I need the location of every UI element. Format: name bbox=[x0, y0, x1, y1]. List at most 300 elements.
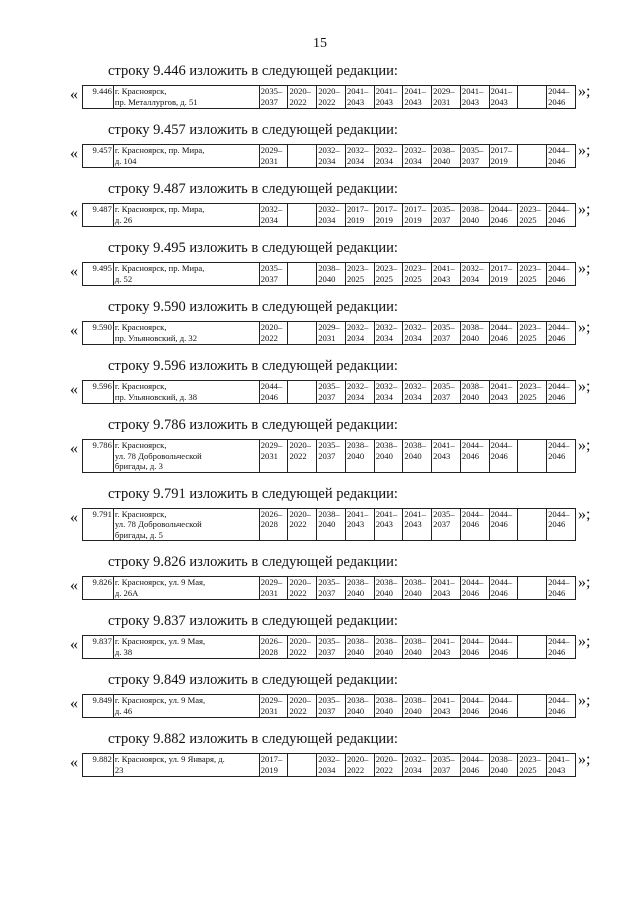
year-range-cell bbox=[288, 381, 317, 404]
year-start: 2020– bbox=[318, 86, 340, 96]
year-range-cell bbox=[489, 636, 518, 659]
year-end: 2040 bbox=[404, 450, 422, 461]
year-start: 2020– bbox=[289, 440, 311, 450]
year-end: 2046 bbox=[548, 273, 566, 284]
year-end: 2034 bbox=[404, 332, 422, 343]
year-end: 2034 bbox=[404, 391, 422, 402]
year-end: 2034 bbox=[404, 155, 422, 166]
year-end: 2019 bbox=[375, 214, 393, 225]
table-row-wrapper bbox=[0, 262, 640, 286]
year-start: 2041– bbox=[490, 86, 513, 96]
year-range-cell bbox=[374, 695, 403, 718]
amendment-entry bbox=[0, 414, 640, 473]
year-range-cell bbox=[403, 754, 432, 777]
year-end: 2025 bbox=[404, 273, 422, 284]
year-start: 2035– bbox=[260, 86, 283, 96]
year-end: 2046 bbox=[461, 764, 480, 775]
amendment-heading: строку 9.837 изложить в следующей редакции: bbox=[108, 613, 398, 629]
year-end: 2046 bbox=[490, 450, 508, 461]
year-end: 2046 bbox=[461, 450, 480, 461]
year-range-cell bbox=[288, 508, 317, 541]
year-range-cell bbox=[547, 204, 576, 227]
year-range-cell bbox=[518, 440, 547, 473]
year-end: 2034 bbox=[346, 332, 365, 343]
year-start: 2026– bbox=[260, 508, 283, 519]
year-range-cell bbox=[317, 145, 346, 168]
year-start: 2038– bbox=[461, 381, 484, 391]
year-start: 2044– bbox=[490, 508, 513, 519]
year-range-cell bbox=[547, 695, 576, 718]
address-cell bbox=[113, 322, 259, 345]
year-end: 2022 bbox=[346, 764, 365, 775]
year-range-cell bbox=[288, 695, 317, 718]
year-range-cell bbox=[489, 263, 518, 286]
year-range-cell bbox=[317, 440, 346, 473]
address-line: бригады, д. 5 bbox=[114, 529, 163, 540]
year-start: 2032– bbox=[404, 145, 426, 155]
year-end: 2034 bbox=[318, 214, 336, 225]
year-range-cell bbox=[403, 695, 432, 718]
year-end: 2028 bbox=[260, 646, 278, 657]
year-range-cell bbox=[288, 636, 317, 659]
row-number-cell: 9.849 bbox=[83, 695, 114, 718]
year-end: 2025 bbox=[519, 214, 537, 225]
year-start: 2035– bbox=[318, 440, 340, 450]
year-range-cell bbox=[460, 322, 489, 345]
year-end: 2046 bbox=[461, 646, 480, 657]
quote-close: »; bbox=[578, 142, 591, 159]
year-end: 2046 bbox=[548, 332, 566, 343]
year-start: 2038– bbox=[404, 440, 426, 450]
year-start: 2029– bbox=[260, 440, 283, 450]
year-start: 2041– bbox=[433, 440, 455, 450]
year-start: 2035– bbox=[318, 695, 340, 705]
year-range-cell bbox=[460, 577, 489, 600]
year-end: 2040 bbox=[375, 450, 393, 461]
year-start: 2038– bbox=[490, 754, 513, 764]
year-start: 2041– bbox=[461, 86, 484, 96]
year-start: 2023– bbox=[404, 263, 426, 273]
amendment-entry bbox=[0, 178, 640, 227]
year-start: 2044– bbox=[461, 636, 484, 646]
year-start: 2044– bbox=[490, 577, 513, 587]
year-end: 2025 bbox=[519, 764, 537, 775]
year-start: 2035– bbox=[318, 381, 340, 391]
address-line: бригады, д. 3 bbox=[114, 461, 163, 471]
amendment-heading: строку 9.596 изложить в следующей редакции: bbox=[108, 358, 398, 374]
year-range-cell bbox=[345, 440, 374, 473]
year-range-cell bbox=[345, 577, 374, 600]
year-range-cell bbox=[489, 695, 518, 718]
year-end: 2022 bbox=[289, 587, 307, 598]
year-range-cell bbox=[489, 322, 518, 345]
year-start: 2020– bbox=[289, 508, 311, 519]
year-end: 2046 bbox=[461, 519, 480, 529]
year-end: 2043 bbox=[490, 391, 508, 402]
year-end: 2043 bbox=[404, 519, 422, 529]
year-range-cell bbox=[432, 381, 461, 404]
year-start: 2044– bbox=[548, 322, 570, 332]
year-range-cell bbox=[317, 636, 346, 659]
year-start: 2023– bbox=[519, 322, 541, 332]
quote-close: »; bbox=[578, 505, 591, 523]
year-start: 2020– bbox=[289, 636, 311, 646]
year-range-cell bbox=[345, 145, 374, 168]
year-end: 2031 bbox=[260, 587, 278, 598]
year-end: 2022 bbox=[375, 764, 393, 775]
year-range-cell bbox=[518, 263, 547, 286]
year-end: 2046 bbox=[548, 705, 566, 716]
year-end: 2046 bbox=[461, 587, 480, 598]
year-end: 2037 bbox=[433, 764, 451, 775]
row-number-cell: 9.590 bbox=[83, 322, 114, 345]
year-range-cell bbox=[317, 381, 346, 404]
year-range-cell bbox=[432, 577, 461, 600]
year-end: 2019 bbox=[404, 214, 422, 225]
year-start: 2020– bbox=[346, 754, 369, 764]
year-end: 2037 bbox=[318, 587, 336, 598]
amendment-entry bbox=[0, 669, 640, 718]
year-end: 2034 bbox=[375, 155, 393, 166]
year-range-cell bbox=[489, 508, 518, 541]
year-end: 2034 bbox=[461, 273, 480, 284]
year-end: 2046 bbox=[461, 705, 480, 716]
year-start: 2035– bbox=[433, 381, 455, 391]
year-range-cell bbox=[460, 381, 489, 404]
year-start: 2044– bbox=[548, 695, 570, 705]
year-end: 2037 bbox=[260, 96, 278, 107]
year-range-cell bbox=[403, 440, 432, 473]
amendment-heading: строку 9.457 изложить в следующей редакции: bbox=[108, 122, 398, 138]
year-start: 2044– bbox=[548, 381, 570, 391]
year-range-cell bbox=[518, 145, 547, 168]
year-end: 2037 bbox=[260, 273, 278, 284]
year-start: 2044– bbox=[490, 204, 513, 214]
year-end: 2040 bbox=[375, 587, 393, 598]
year-start: 2032– bbox=[346, 381, 369, 391]
year-start: 2041– bbox=[548, 754, 570, 764]
year-range-cell bbox=[547, 145, 576, 168]
address-line: г. Красноярск, ул. 9 Мая, bbox=[114, 695, 206, 705]
address-line: г. Красноярск, пр. Мира, bbox=[114, 263, 205, 273]
address-line: г. Красноярск, ул. 9 Января, д. bbox=[114, 754, 225, 764]
year-start: 2038– bbox=[346, 577, 369, 587]
year-end: 2034 bbox=[260, 214, 278, 225]
address-line: г. Красноярск, bbox=[114, 381, 167, 391]
address-cell bbox=[113, 636, 259, 659]
year-start: 2044– bbox=[548, 204, 570, 214]
address-line: пр. Металлургов, д. 51 bbox=[114, 96, 198, 107]
quote-close: »; bbox=[578, 692, 591, 709]
year-end: 2034 bbox=[375, 332, 393, 343]
row-number-cell: 9.837 bbox=[83, 636, 114, 659]
year-range-cell bbox=[489, 754, 518, 777]
year-end: 2040 bbox=[318, 273, 336, 284]
year-start: 2035– bbox=[433, 322, 455, 332]
table-row-wrapper bbox=[0, 694, 640, 718]
amendment-heading: строку 9.791 изложить в следующей редакции: bbox=[108, 485, 398, 502]
year-start: 2044– bbox=[490, 695, 513, 705]
amendment-heading: строку 9.786 изложить в следующей редакции: bbox=[108, 417, 398, 433]
year-end: 2043 bbox=[404, 96, 422, 107]
quote-open: « bbox=[70, 381, 78, 398]
address-line: д. 26А bbox=[114, 587, 139, 598]
year-start: 2032– bbox=[375, 145, 398, 155]
year-start: 2038– bbox=[375, 636, 398, 646]
year-end: 2043 bbox=[548, 764, 566, 775]
year-range-cell bbox=[432, 440, 461, 473]
quote-open: « bbox=[70, 577, 78, 594]
year-start: 2038– bbox=[404, 695, 426, 705]
year-end: 2031 bbox=[433, 96, 451, 107]
year-start: 2029– bbox=[260, 695, 283, 705]
year-end: 2043 bbox=[490, 96, 508, 107]
year-range-cell bbox=[403, 577, 432, 600]
year-start: 2020– bbox=[375, 754, 398, 764]
year-range-cell bbox=[259, 508, 288, 541]
year-end: 2031 bbox=[318, 332, 336, 343]
year-start: 2035– bbox=[433, 754, 455, 764]
quote-close: »; bbox=[578, 201, 591, 218]
address-line: 23 bbox=[114, 764, 124, 775]
quote-open: « bbox=[70, 322, 78, 339]
year-range-cell bbox=[460, 263, 489, 286]
year-range-cell bbox=[460, 695, 489, 718]
year-start: 2023– bbox=[346, 263, 369, 273]
year-range-cell bbox=[547, 636, 576, 659]
year-end: 2040 bbox=[404, 705, 422, 716]
year-start: 2017– bbox=[375, 204, 398, 214]
table-row-wrapper bbox=[0, 380, 640, 404]
year-range-cell bbox=[489, 204, 518, 227]
year-start: 2032– bbox=[404, 322, 426, 332]
year-start: 2038– bbox=[318, 263, 340, 273]
address-line: г. Красноярск, ул. 9 Мая, bbox=[114, 577, 206, 587]
year-start: 2023– bbox=[519, 381, 541, 391]
year-end: 2022 bbox=[289, 646, 307, 657]
address-line: г. Красноярск, bbox=[114, 86, 167, 96]
year-range-cell bbox=[259, 440, 288, 473]
year-start: 2041– bbox=[433, 263, 455, 273]
year-start: 2038– bbox=[375, 695, 398, 705]
amendment-heading: строку 9.495 изложить в следующей редакции: bbox=[108, 240, 398, 256]
year-range-cell bbox=[259, 381, 288, 404]
year-end: 2037 bbox=[433, 519, 451, 529]
year-start: 2044– bbox=[461, 695, 484, 705]
row-number-cell: 9.596 bbox=[83, 381, 114, 404]
year-start: 2038– bbox=[433, 145, 455, 155]
year-start: 2020– bbox=[260, 322, 283, 332]
year-start: 2035– bbox=[318, 636, 340, 646]
year-start: 2035– bbox=[433, 508, 455, 519]
address-cell bbox=[113, 204, 259, 227]
year-start: 2017– bbox=[490, 263, 513, 273]
year-end: 2040 bbox=[461, 332, 480, 343]
amendment-entry bbox=[0, 119, 640, 168]
year-start: 2035– bbox=[260, 263, 283, 273]
year-start: 2041– bbox=[346, 86, 369, 96]
year-end: 2037 bbox=[433, 214, 451, 225]
year-range-cell bbox=[432, 204, 461, 227]
address-line: г. Красноярск, пр. Мира, bbox=[114, 204, 205, 214]
year-range-cell bbox=[460, 440, 489, 473]
year-end: 2046 bbox=[548, 155, 566, 166]
year-range-cell bbox=[288, 204, 317, 227]
year-end: 2025 bbox=[346, 273, 365, 284]
amendment-entry bbox=[0, 355, 640, 404]
year-end: 2040 bbox=[375, 705, 393, 716]
year-end: 2034 bbox=[346, 391, 365, 402]
year-range-cell bbox=[288, 145, 317, 168]
year-range-cell bbox=[317, 577, 346, 600]
year-start: 2041– bbox=[346, 508, 369, 519]
year-start: 2038– bbox=[375, 440, 398, 450]
amendment-heading: строку 9.487 изложить в следующей редакции: bbox=[108, 181, 398, 197]
year-range-cell bbox=[259, 86, 288, 109]
year-range-cell bbox=[432, 263, 461, 286]
year-range-cell bbox=[374, 86, 403, 109]
year-start: 2032– bbox=[375, 322, 398, 332]
year-start: 2041– bbox=[433, 577, 455, 587]
year-end: 2028 bbox=[260, 519, 278, 529]
table-row bbox=[82, 203, 576, 227]
year-range-cell bbox=[374, 381, 403, 404]
year-range-cell bbox=[374, 636, 403, 659]
year-range-cell bbox=[432, 636, 461, 659]
year-end: 2040 bbox=[461, 214, 480, 225]
year-range-cell bbox=[374, 145, 403, 168]
year-end: 2022 bbox=[289, 705, 307, 716]
year-start: 2032– bbox=[346, 145, 369, 155]
year-range-cell bbox=[489, 577, 518, 600]
address-cell bbox=[113, 695, 259, 718]
amendment-entry bbox=[0, 237, 640, 286]
year-end: 2040 bbox=[404, 587, 422, 598]
year-range-cell bbox=[489, 440, 518, 473]
year-end: 2037 bbox=[318, 450, 336, 461]
year-range-cell bbox=[345, 754, 374, 777]
row-number-cell: 9.457 bbox=[83, 145, 114, 168]
year-start: 2041– bbox=[404, 86, 426, 96]
year-start: 2032– bbox=[318, 145, 340, 155]
year-range-cell bbox=[460, 145, 489, 168]
year-range-cell bbox=[518, 381, 547, 404]
year-range-cell bbox=[317, 695, 346, 718]
year-end: 2019 bbox=[490, 273, 508, 284]
year-range-cell bbox=[288, 440, 317, 473]
year-range-cell bbox=[374, 508, 403, 541]
year-range-cell bbox=[432, 322, 461, 345]
year-range-cell bbox=[518, 695, 547, 718]
address-cell bbox=[113, 381, 259, 404]
address-line: д. 104 bbox=[114, 155, 137, 166]
year-end: 2046 bbox=[548, 519, 566, 529]
year-range-cell bbox=[547, 577, 576, 600]
year-range-cell bbox=[489, 145, 518, 168]
year-range-cell bbox=[403, 263, 432, 286]
year-start: 2017– bbox=[260, 754, 283, 764]
year-start: 2044– bbox=[548, 86, 570, 96]
year-start: 2044– bbox=[461, 440, 484, 450]
year-range-cell bbox=[259, 322, 288, 345]
amendment-heading: строку 9.826 изложить в следующей редакции: bbox=[108, 554, 398, 570]
quote-close: »; bbox=[578, 751, 591, 768]
year-end: 2031 bbox=[260, 705, 278, 716]
quote-open: « bbox=[70, 145, 78, 162]
year-start: 2026– bbox=[260, 636, 283, 646]
year-start: 2032– bbox=[375, 381, 398, 391]
year-start: 2044– bbox=[490, 636, 513, 646]
year-start: 2041– bbox=[375, 508, 398, 519]
amendment-heading: строку 9.446 изложить в следующей редакции: bbox=[108, 63, 398, 79]
table-row bbox=[82, 508, 576, 542]
year-range-cell bbox=[374, 754, 403, 777]
amendment-entry bbox=[0, 728, 640, 777]
year-end: 2040 bbox=[346, 587, 365, 598]
quote-open: « bbox=[70, 695, 78, 712]
quote-open: « bbox=[70, 263, 78, 280]
table-row-wrapper bbox=[0, 85, 640, 109]
year-range-cell bbox=[259, 145, 288, 168]
year-start: 2038– bbox=[461, 204, 484, 214]
year-range-cell bbox=[547, 508, 576, 541]
year-start: 2044– bbox=[461, 754, 484, 764]
year-start: 2032– bbox=[404, 381, 426, 391]
year-start: 2044– bbox=[548, 440, 570, 450]
row-number-cell: 9.446 bbox=[83, 86, 114, 109]
amendment-heading: строку 9.849 изложить в следующей редакции: bbox=[108, 672, 398, 688]
year-start: 2041– bbox=[490, 381, 513, 391]
year-end: 2037 bbox=[461, 155, 480, 166]
year-start: 2038– bbox=[346, 440, 369, 450]
year-range-cell bbox=[403, 381, 432, 404]
year-end: 2046 bbox=[548, 587, 566, 598]
year-end: 2037 bbox=[433, 332, 451, 343]
year-range-cell bbox=[403, 145, 432, 168]
year-start: 2023– bbox=[519, 754, 541, 764]
year-end: 2043 bbox=[433, 705, 451, 716]
year-range-cell bbox=[432, 754, 461, 777]
year-range-cell bbox=[403, 86, 432, 109]
year-range-cell bbox=[374, 322, 403, 345]
year-end: 2037 bbox=[318, 705, 336, 716]
year-end: 2040 bbox=[346, 646, 365, 657]
year-end: 2031 bbox=[260, 155, 278, 166]
year-range-cell bbox=[288, 322, 317, 345]
year-range-cell bbox=[547, 86, 576, 109]
quote-close: »; bbox=[578, 83, 591, 100]
year-end: 2034 bbox=[404, 764, 422, 775]
year-range-cell bbox=[403, 204, 432, 227]
year-range-cell bbox=[518, 204, 547, 227]
year-start: 2035– bbox=[461, 145, 484, 155]
year-end: 2031 bbox=[260, 450, 278, 461]
year-end: 2037 bbox=[433, 391, 451, 402]
year-range-cell bbox=[489, 381, 518, 404]
table-row bbox=[82, 321, 576, 345]
table-row-wrapper bbox=[0, 576, 640, 600]
year-range-cell bbox=[518, 636, 547, 659]
year-end: 2043 bbox=[346, 96, 365, 107]
year-start: 2029– bbox=[260, 145, 283, 155]
year-range-cell bbox=[288, 86, 317, 109]
address-cell bbox=[113, 86, 259, 109]
year-start: 2017– bbox=[346, 204, 369, 214]
table-row bbox=[82, 144, 576, 168]
amendment-list bbox=[0, 60, 640, 787]
year-end: 2022 bbox=[260, 332, 278, 343]
year-start: 2035– bbox=[318, 577, 340, 587]
